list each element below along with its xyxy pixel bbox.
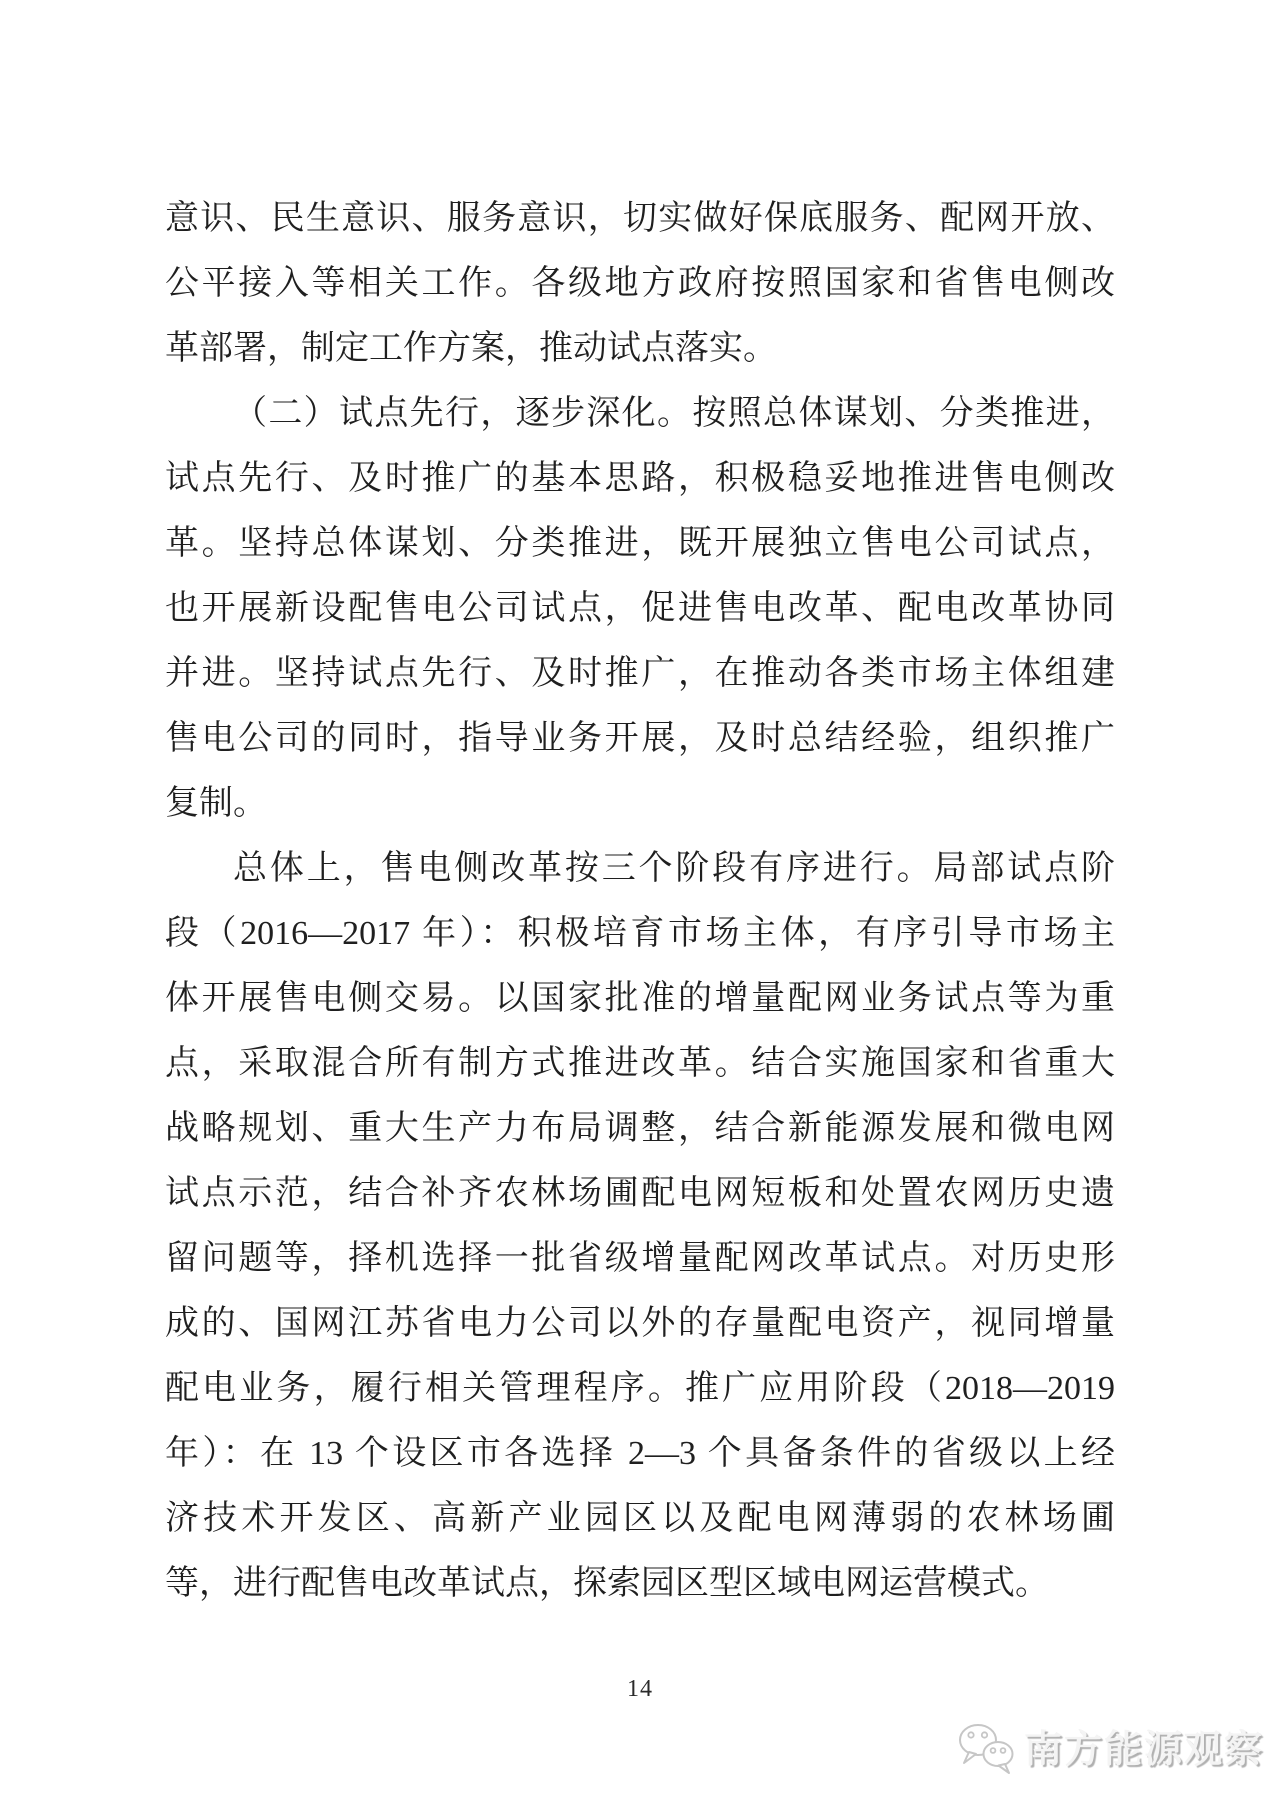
text-line: 公平接入等相关工作。各级地方政府按照国家和省售电侧改: [165, 265, 1115, 302]
text-line: 也开展新设配售电公司试点，促进售电改革、配电改革协同: [165, 590, 1115, 627]
document-body: [165, 186, 1115, 1616]
text-line: 体开展售电侧交易。以国家批准的增量配网业务试点等为重: [165, 980, 1115, 1017]
text-line: 试点示范，结合补齐农林场圃配电网短板和处置农网历史遗: [165, 1175, 1115, 1212]
text-line: 意识、民生意识、服务意识，切实做好保底服务、配网开放、: [165, 200, 1115, 237]
text-line: 留问题等，择机选择一批省级增量配网改革试点。对历史形: [165, 1240, 1115, 1277]
text-line: 售电公司的同时，指导业务开展，及时总结经验，组织推广: [165, 720, 1115, 757]
text-line: 段（2016—2017 年）：积极培育市场主体，有序引导市场主: [165, 915, 1115, 952]
text-line: 配电业务，履行相关管理程序。推广应用阶段（2018—2019: [165, 1370, 1115, 1407]
page-number: 14: [627, 1676, 653, 1702]
text-line: （二）试点先行，逐步深化。按照总体谋划、分类推进，: [233, 395, 1115, 432]
text-line: 等，进行配售电改革试点，探索园区型区域电网运营模式。: [165, 1565, 1049, 1602]
watermark: [956, 1722, 1264, 1778]
text-line: 革部署，制定工作方案，推动试点落实。: [165, 330, 777, 367]
text-line: 济技术开发区、高新产业园区以及配电网薄弱的农林场圃: [165, 1500, 1115, 1537]
watermark-label: 南方能源观察: [1023, 1729, 1264, 1771]
text-line: 总体上，售电侧改革按三个阶段有序进行。局部试点阶: [233, 850, 1115, 887]
wechat-icon: [956, 1722, 1018, 1778]
text-line: 并进。坚持试点先行、及时推广，在推动各类市场主体组建: [165, 655, 1115, 692]
text-line: 战略规划、重大生产力布局调整，结合新能源发展和微电网: [165, 1110, 1115, 1147]
text-line: 革。坚持总体谋划、分类推进，既开展独立售电公司试点，: [165, 525, 1115, 562]
text-line: 试点先行、及时推广的基本思路，积极稳妥地推进售电侧改: [165, 460, 1115, 497]
text-line: 点，采取混合所有制方式推进改革。结合实施国家和省重大: [165, 1045, 1115, 1082]
text-line: 成的、国网江苏省电力公司以外的存量配电资产，视同增量: [165, 1305, 1115, 1342]
text-line: 年）：在 13 个设区市各选择 2—3 个具备条件的省级以上经: [165, 1435, 1115, 1472]
text-line: 复制。: [165, 785, 267, 822]
